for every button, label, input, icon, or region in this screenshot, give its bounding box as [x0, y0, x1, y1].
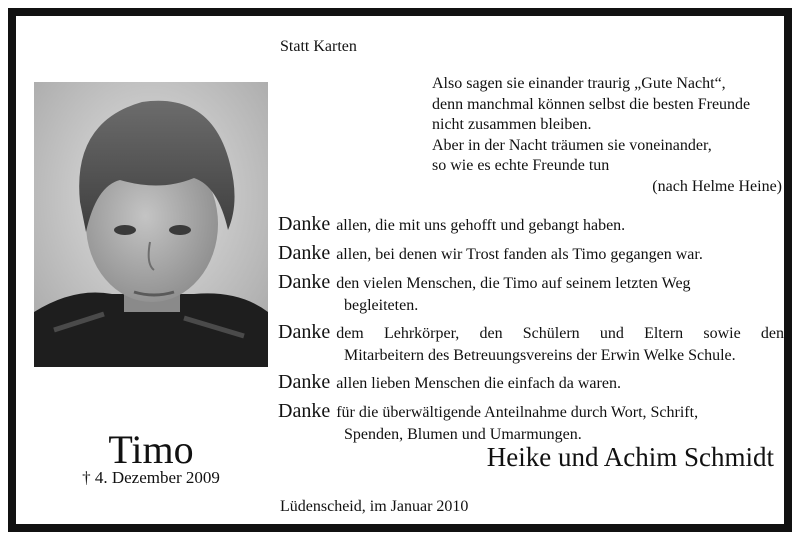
thanks-word: Danke: [278, 371, 331, 393]
thanks-text: allen, bei denen wir Trost fanden als Timo gegangen war.: [336, 246, 703, 263]
portrait-photo: [34, 82, 268, 367]
thanks-text: allen lieben Menschen die einfach da waren.: [336, 375, 621, 392]
thanks-word: Danke: [278, 321, 331, 343]
thanks-continuation: Spenden, Blumen und Umarmungen.: [344, 426, 582, 443]
statt-karten-label: Statt Karten: [280, 38, 357, 55]
death-date: † 4. Dezember 2009: [82, 468, 220, 487]
poem-block: [432, 74, 782, 197]
family-signature: Heike und Achim Schmidt: [486, 442, 774, 472]
deceased-name: Timo: [108, 427, 194, 472]
thanks-item: [278, 269, 784, 316]
thanks-continuation: begleiteten.: [344, 297, 419, 314]
thanks-word: Danke: [278, 213, 331, 235]
thanks-text: den vielen Menschen, die Timo auf seinem letzten Weg: [336, 275, 691, 292]
thanks-item: [278, 240, 784, 266]
thanks-text: dem Lehrkörper, den Schülern und Eltern sowie den: [336, 325, 784, 342]
thanks-item: [278, 369, 784, 395]
thanks-continuation: Mitarbeitern des Betreuungsvereins der Erwin Welke Schule.: [344, 347, 736, 364]
poem-line: so wie es echte Freunde tun: [432, 157, 610, 174]
poem-line: Aber in der Nacht träumen sie voneinander,: [432, 136, 712, 154]
thanks-item: [278, 319, 784, 366]
portrait-image: [34, 82, 268, 367]
poem-source: (nach Helme Heine): [652, 177, 782, 195]
poem-line: denn manchmal können selbst die besten Freunde: [432, 95, 751, 113]
obituary-card: [8, 8, 792, 532]
thanks-item: [278, 211, 784, 237]
thanks-text: für die überwältigende Anteilnahme durch Wort, Schrift,: [336, 404, 699, 421]
thanks-item: [278, 398, 784, 445]
poem-line: Also sagen sie einander traurig „Gute Nacht“,: [432, 75, 726, 92]
thanks-word: Danke: [278, 242, 331, 264]
thanks-word: Danke: [278, 400, 331, 422]
place-date: Lüdenscheid, im Januar 2010: [280, 498, 469, 515]
thanks-word: Danke: [278, 271, 331, 293]
thanks-list: [278, 211, 784, 448]
thanks-text: allen, die mit uns gehofft und gebangt haben.: [336, 217, 626, 234]
poem-line: nicht zusammen bleiben.: [432, 116, 592, 133]
